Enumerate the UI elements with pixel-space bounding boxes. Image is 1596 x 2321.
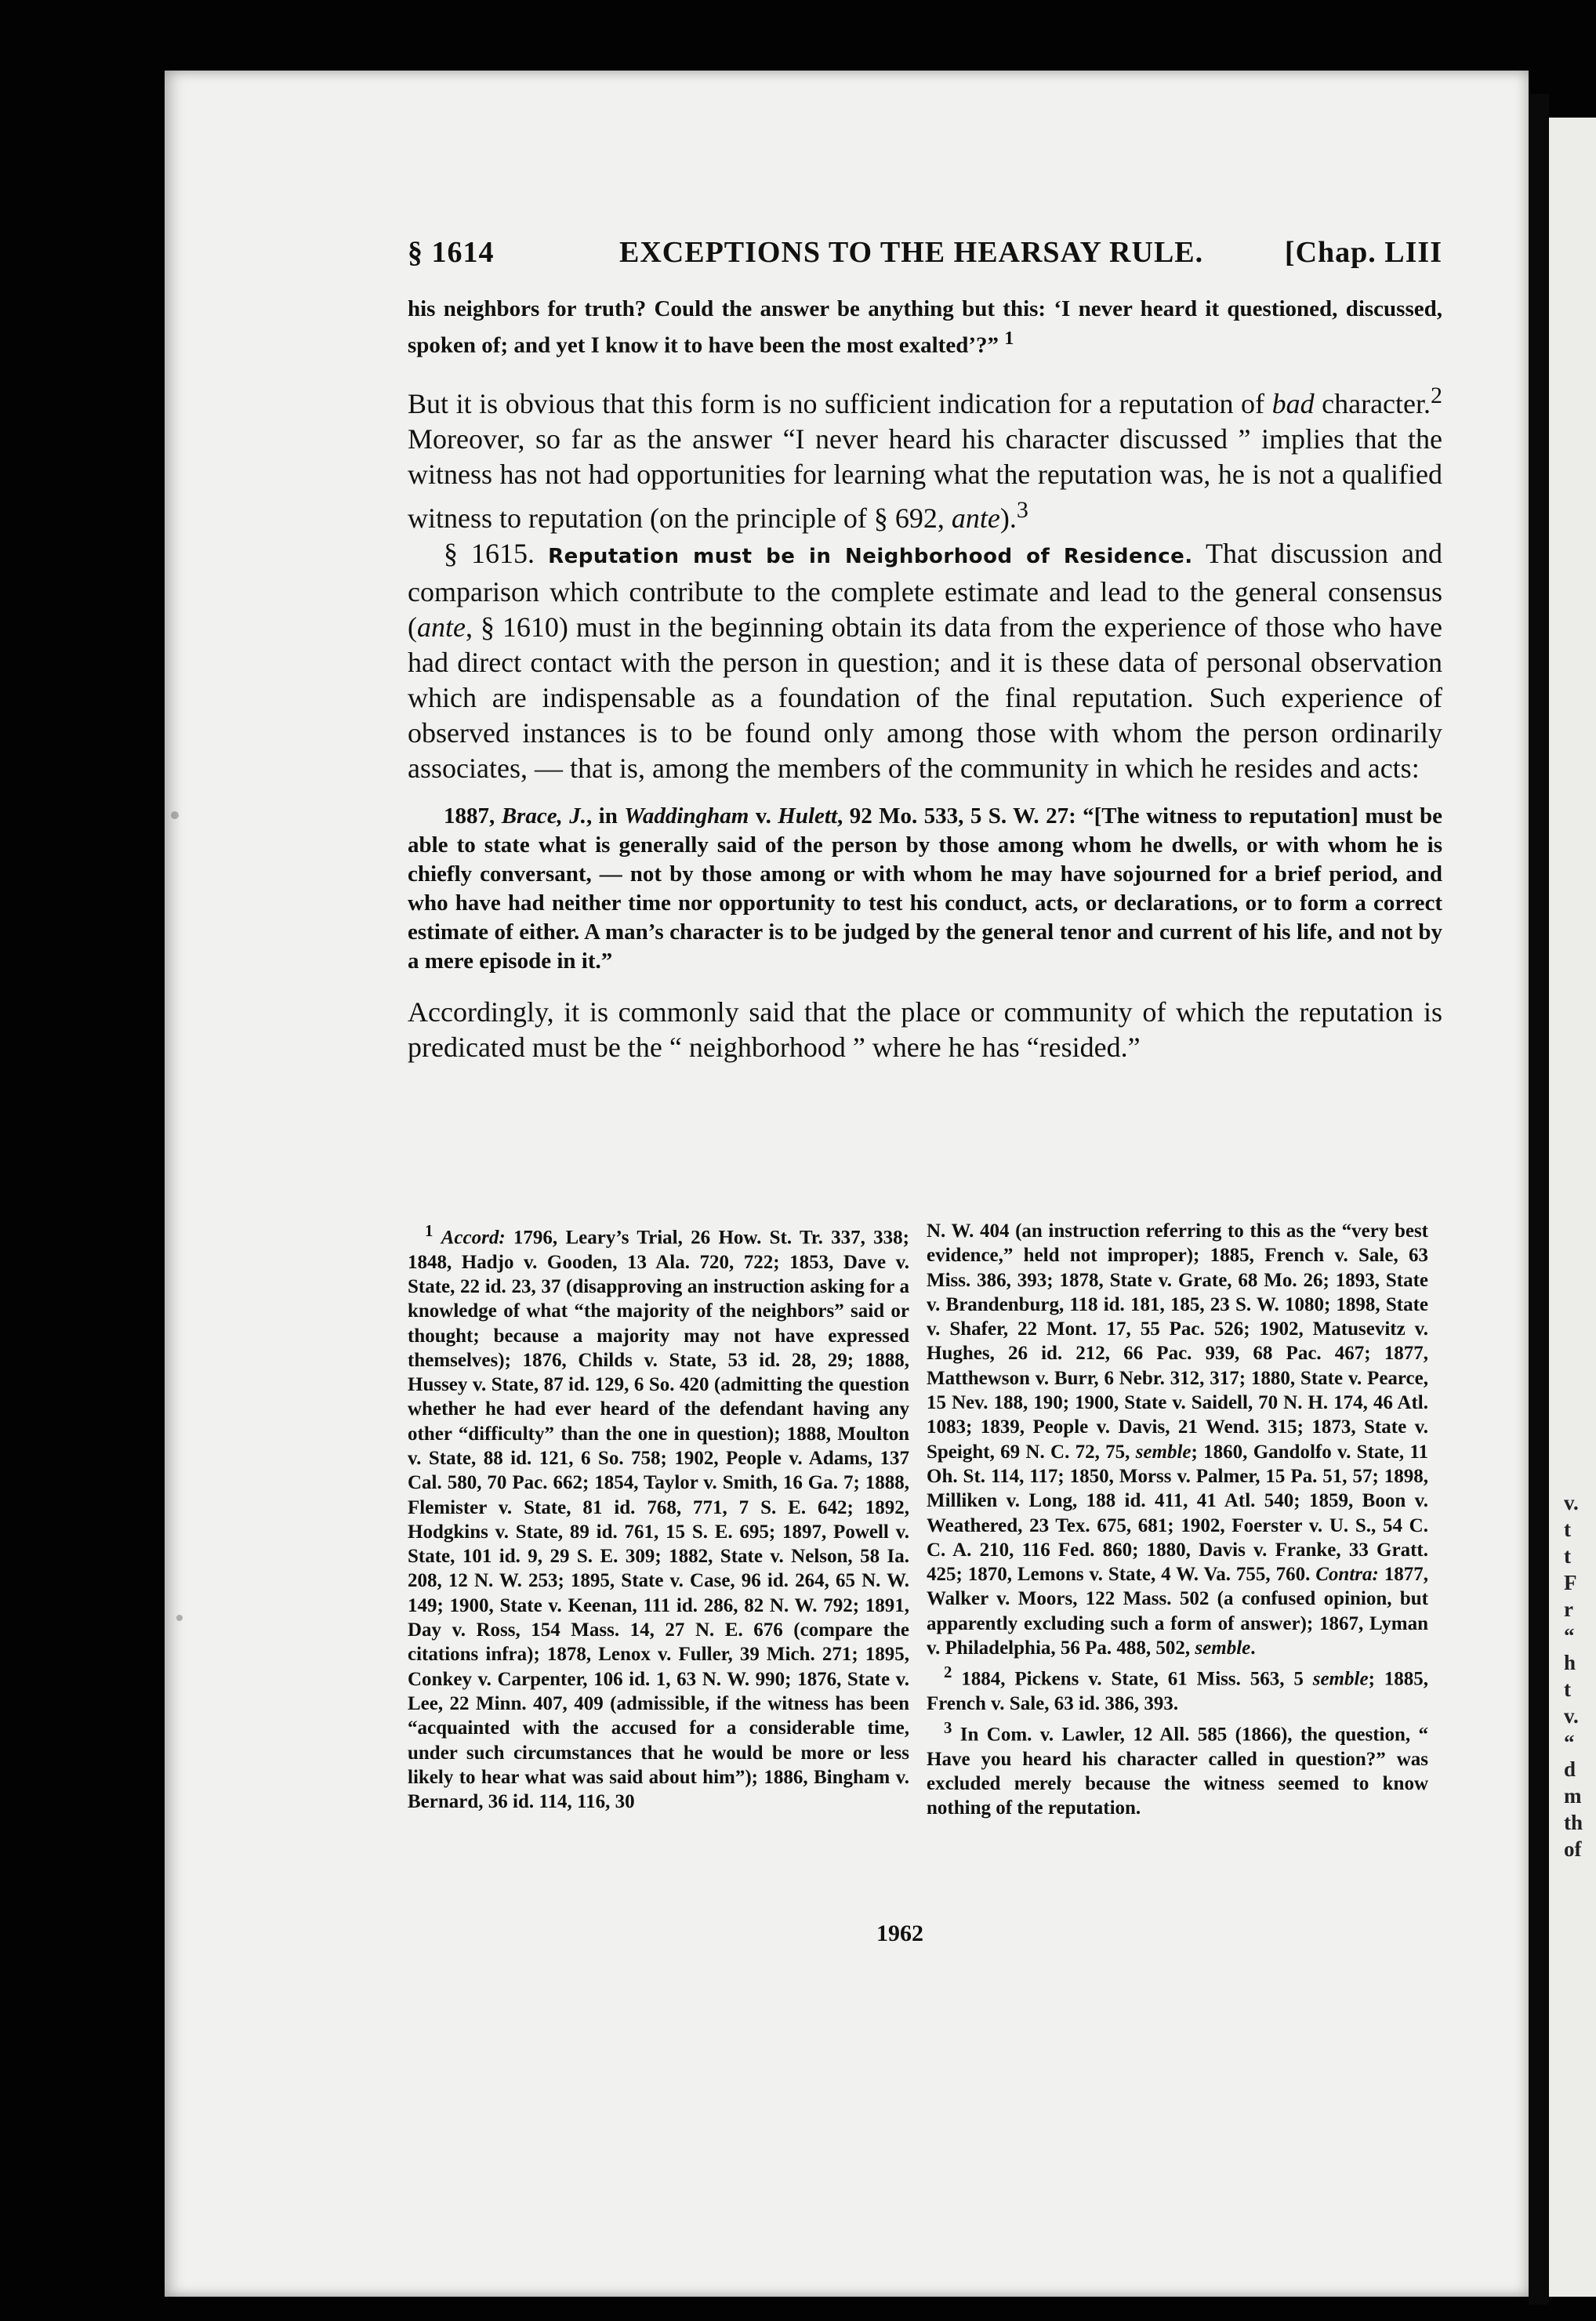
page-gutter-shadow	[1529, 94, 1549, 2305]
adjacent-page-letter: r	[1564, 1598, 1573, 1621]
bq-case-name: Waddingham	[624, 803, 749, 829]
footnote-ref-1: 1	[1004, 328, 1014, 349]
running-head-title: EXCEPTIONS TO THE HEARSAY RULE.	[619, 236, 1204, 269]
adjacent-page-letter: “	[1564, 1624, 1575, 1648]
footnote-1-semble-2: semble	[1195, 1637, 1251, 1659]
bq-versus: v.	[749, 803, 778, 829]
adjacent-page-letter: v.	[1564, 1491, 1579, 1514]
footnote-2-semble: semble	[1312, 1668, 1369, 1690]
footnote-1-semble: semble	[1135, 1441, 1192, 1463]
adjacent-page-letter: th	[1564, 1811, 1583, 1834]
running-head-chapter: [Chap. LIII	[1284, 236, 1442, 269]
section-text-a: That discussion and comparison which contribute to the complete estimate and lead to the general consensus (	[408, 537, 1443, 643]
footnote-2	[927, 1660, 1428, 1716]
para1-emphasis-ante: ante	[951, 502, 1000, 534]
bq-text-d: , 92 Mo. 533, 5 S. W. 27: “[The witness to reputation] must be able to state what is generally said of the person by those among whom he dwells, or with whom he is chiefly conversant, — not by those among or with whom he may have sojourned for a brief period, and who have had neither time nor opportunity to test his conduct, acts, or declarations, or to form a correct estimate of either. A man’s character is to be judged by the general tenor and current of his life, and not by a mere episode in it.”	[408, 803, 1443, 974]
section-1615	[408, 536, 1442, 786]
adjacent-page-letter: d	[1564, 1757, 1576, 1781]
footnote-1-text-right-b: ; 1860, Gandolfo v. State, 11 Oh. St. 114, 117; 1850, Morss v. Palmer, 15 Pa. 51, 57; 1898, Milliken v. Long, 188 id. 411, 41 Atl. 540; 1859, Boon v. Weathered, 23 Tex. 675, 681; 1902, Foerster v. U. S., 54 C. C. A. 210, 116 Fed. 860; 1880, Davis v. Franke, 33 Gratt. 425; 1870, Lemons v. State, 4 W. Va. 755, 760.	[927, 1441, 1428, 1586]
running-head-section: § 1614	[408, 236, 495, 269]
para1-text-c: Moreover, so far as the answer “I never heard his character discussed ” implies that the witness has not had opportunities for learning what the reputation was, he is not a qualified witness to reputation (on the principle of § 692,	[408, 422, 1442, 534]
para1-text-d: ).	[999, 502, 1017, 534]
footnote-1-text-right-d: .	[1250, 1637, 1256, 1659]
footnote-1-text-left: 1796, Leary’s Trial, 26 How. St. Tr. 337, 338; 1848, Hadjo v. Gooden, 13 Ala. 720, 722; 1853, Dave v. State, 22 id. 23, 37 (disapproving an instruction asking for a knowledge of what “the majority of the neighbors” said or thought; because a majority may not have expressed themselves); 1876, Childs v. State, 53 id. 28, 29; 1888, Hussey v. State, 87 id. 129, 6 So. 420 (admitting the question whether he had ever heard of the defendant having any other “difficulty” than the one in question); 1888, Moulton v. State, 88 id. 121, 6 So. 758; 1902, People v. Adams, 137 Cal. 580, 70 Pac. 662; 1854, Taylor v. Smith, 16 Ga. 7; 1888, Flemister v. State, 81 id. 768, 771, 7 S. E. 642; 1892, Hodgkins v. State, 89 id. 761, 15 S. E. 695; 1897, Powell v. State, 101 id. 9, 29 S. E. 309; 1882, State v. Nelson, 58 Ia. 208, 12 N. W. 253; 1895, State v. Case, 96 id. 264, 65 N. W. 149; 1900, State v. Keenan, 111 id. 286, 82 N. W. 792; 1891, Day v. Ross, 154 Mass. 14, 27 N. E. 676 (compare the citations infra); 1878, Lenox v. Fuller, 39 Mich. 271; 1895, Conkey v. Carpenter, 106 id. 1, 63 N. W. 990; 1876, State v. Lee, 22 Minn. 407, 409 (admissible, if the witness has been “acquainted with the accused for a considerable time, under such circumstances that he would be more or less likely to hear what was said about him”); 1886, Bingham v. Bernard, 36 id. 114, 116, 30	[408, 1227, 909, 1813]
footnote-1-continued	[927, 1219, 1428, 1660]
main-text	[408, 294, 1442, 1065]
paragraph-bad-character	[408, 378, 1442, 536]
footnote-2-mark: 2	[944, 1663, 952, 1682]
paragraph-accordingly: Accordingly, it is commonly said that the place or community of which the reputation is predicated must be the “ neighborhood ” where he has “resided.”	[408, 995, 1442, 1063]
section-heading: Reputation must be in Neighborhood of Residence.	[548, 544, 1193, 568]
adjacent-page-letter: t	[1564, 1518, 1571, 1541]
footnote-1-accord: Accord:	[441, 1227, 506, 1249]
adjacent-page-letter: “	[1564, 1731, 1575, 1754]
bq-judge: Brace, J.	[501, 803, 586, 829]
footnote-ref-3: 3	[1016, 496, 1028, 523]
block-quotation	[408, 802, 1442, 976]
section-number: § 1615.	[444, 537, 535, 569]
footnotes-right-column	[927, 1219, 1428, 1821]
adjacent-page-letter: t	[1564, 1544, 1571, 1568]
footnotes-left-column	[408, 1219, 909, 1814]
footnote-ref-2: 2	[1431, 382, 1443, 408]
adjacent-page-letter: of	[1564, 1837, 1582, 1861]
footnote-1	[408, 1219, 909, 1814]
footnote-3-text: In Com. v. Lawler, 12 All. 585 (1866), the question, “ Have you heard his character called in question?” was excluded merely because the witness seemed to know nothing of the reputation.	[927, 1724, 1428, 1819]
footnote-3-mark: 3	[944, 1718, 952, 1738]
para1-text-a: But it is obvious that this form is no sufficient indication for a reputation of	[408, 387, 1272, 419]
footnote-1-text-right-a: N. W. 404 (an instruction referring to this as the “very best evidence,” held not improper); 1885, French v. Sale, 63 Miss. 386, 393; 1878, State v. Grate, 68 Mo. 26; 1893, State v. Brandenburg, 118 id. 181, 185, 23 S. W. 1080; 1898, State v. Shafer, 22 Mont. 17, 55 Pac. 526; 1902, Matusevitz v. Hughes, 26 id. 212, 66 Pac. 939, 68 Pac. 467; 1877, Matthewson v. Burr, 6 Nebr. 312, 317; 1880, State v. Pearce, 15 Nev. 188, 190; 1900, State v. Saidell, 70 N. H. 174, 46 Atl. 1083; 1839, People v. Davis, 21 Wend. 315; 1873, State v. Speight, 69 N. C. 72, 75,	[927, 1220, 1428, 1463]
section-text-b: , § 1610) must in the beginning obtain its data from the experience of those who have had direct contact with the person in question; and it is these data of personal observation which are indispensable as a foundation of the final reputation. Such experience of observed instances is to be found only among those with whom the person ordinarily associates, — that is, among the members of the community in which he resides and acts:	[408, 611, 1442, 784]
footnote-1-mark: 1	[425, 1221, 433, 1240]
page-number: 1962	[876, 1920, 923, 1946]
footnote-1-text-right-c: 1877, Walker v. Moors, 122 Mass. 502 (a confused opinion, but apparently excluding such a form of answer); 1867, Lyman v. Philadelphia, 56 Pa. 488, 502,	[927, 1564, 1429, 1659]
para1-emphasis-bad: bad	[1271, 387, 1315, 419]
adjacent-page-letter: m	[1564, 1784, 1582, 1808]
continued-quotation-text: his neighbors for truth? Could the answer be anything but this: ‘I never heard it questioned, discussed, spoken of; and yet I know it to have been the most exalted’?”	[408, 296, 1442, 358]
running-head	[408, 235, 1442, 274]
adjacent-page-letter: F	[1564, 1571, 1577, 1594]
section-emphasis-ante: ante	[417, 611, 466, 643]
footnote-2-text-a: 1884, Pickens v. State, 61 Miss. 563, 5	[952, 1668, 1313, 1690]
para1-text-b: character.	[1314, 387, 1431, 419]
bq-year: 1887,	[444, 803, 502, 829]
adjacent-page-letter: t	[1564, 1677, 1571, 1701]
adjacent-page-letter: v.	[1564, 1704, 1579, 1728]
adjacent-page-letter: h	[1564, 1651, 1576, 1674]
footnote-3	[927, 1716, 1428, 1821]
scan-speck	[176, 1615, 183, 1621]
bq-text-b: , in	[586, 803, 625, 829]
footnote-2-text-b: ; 1885, French v. Sale, 63 id. 386, 393.	[927, 1668, 1429, 1714]
footnote-1-contra: Contra:	[1315, 1564, 1379, 1586]
continued-quotation	[408, 294, 1442, 361]
bq-case-name-2: Hulett	[778, 803, 838, 829]
scan-speck	[171, 811, 179, 819]
adjacent-page-letters	[1564, 1489, 1595, 1862]
